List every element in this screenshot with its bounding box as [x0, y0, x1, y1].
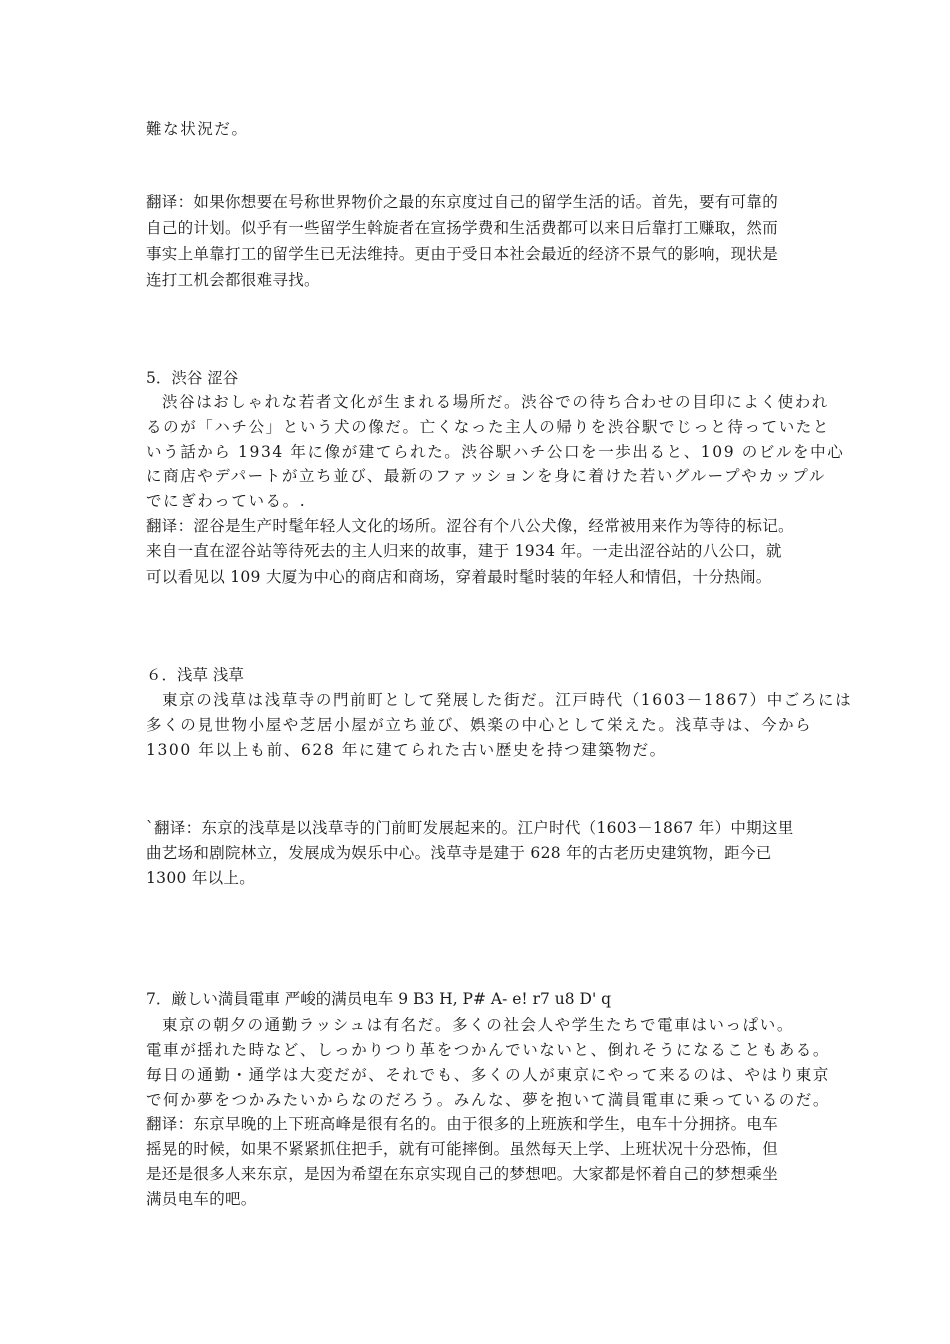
section-7-japanese-line: 東京の朝夕の通勤ラッシュは有名だ。多くの社会人や学生たちで電車はいっぱい。	[162, 1016, 794, 1034]
section-7-translation-line: 满员电车的吧。	[146, 1190, 257, 1208]
section-5-heading: 5．渋谷 涩谷	[146, 369, 239, 387]
section-6-heading: ６．浅草 浅草	[146, 666, 244, 684]
section-6-translation-line: 1300 年以上。	[146, 869, 256, 887]
section-5-japanese-line: るのが「ハチ公」という犬の像だ。亡くなった主人の帰りを渋谷駅でじっと待っていたと	[146, 418, 831, 436]
section-5-translation-line: 可以看见以 109 大厦为中心的商店和商场，穿着最时髦时装的年轻人和情侣，十分热闹。	[146, 568, 772, 586]
section-5-japanese-line: でにぎわっている。.	[146, 492, 307, 510]
section-7-translation-line: 摇晃的时候，如果不紧紧抓住把手，就有可能摔倒。虽然每天上学、上班状况十分恐怖，但	[146, 1140, 779, 1158]
section-5-translation-line: 翻译：涩谷是生产时髦年轻人文化的场所。涩谷有个八公犬像，经常被用来作为等待的标记。	[146, 517, 794, 535]
section-5-japanese-line: 渋谷はおしゃれな若者文化が生まれる場所だ。渋谷での待ち合わせの目印によく使われ	[162, 393, 829, 411]
section-5-japanese-line: に商店やデパートが立ち並び、最新のファッションを身に着けた若いグループやカップル	[146, 467, 826, 485]
translation-1-line: 自己的计划。似乎有一些留学生斡旋者在宣扬学费和生活费都可以来日后靠打工赚取，然而	[146, 219, 779, 237]
intro-tail-line: 難な状況だ。	[146, 120, 249, 138]
section-6-japanese-line: 多くの見世物小屋や芝居小屋が立ち並び、娯楽の中心として栄えた。浅草寺は、今から	[146, 716, 813, 734]
section-6-translation-line: `翻译：东京的浅草是以浅草寺的门前町发展起来的。江户时代（1603－1867 年）中期这里	[146, 819, 794, 837]
section-7-heading: 7．厳しい満員電車 严峻的满员电车 9 B3 H, P# A- e! r7 u8 D' q	[146, 990, 612, 1008]
section-6-japanese-line: 1300 年以上も前、628 年に建てられた古い歴史を持つ建築物だ。	[146, 741, 667, 759]
translation-1-line: 事实上单靠打工的留学生已无法维持。更由于受日本社会最近的经济不景气的影响，现状是	[146, 245, 779, 263]
section-7-japanese-line: 電車が揺れた時など、しっかりつり革をつかんでいないと、倒れそうになることもある。	[146, 1041, 831, 1059]
translation-1-line: 连打工机会都很难寻找。	[146, 271, 320, 289]
section-7-japanese-line: で何か夢をつかみたいからなのだろう。みんな、夢を抱いて満員電車に乗っているのだ。	[146, 1091, 831, 1109]
section-6-translation-line: 曲艺场和剧院林立，发展成为娱乐中心。浅草寺是建于 628 年的古老历史建筑物，距今已	[146, 844, 772, 862]
section-7-japanese-line: 毎日の通勤・通学は大変だが、それでも、多くの人が東京にやって来るのは、やはり東京	[146, 1066, 831, 1084]
translation-1-line: 翻译：如果你想要在号称世界物价之最的东京度过自己的留学生活的话。首先，要有可靠的	[146, 193, 779, 211]
section-6-japanese-line: 東京の浅草は浅草寺の門前町として発展した街だ。江戸時代（1603－1867）中ごろには	[162, 691, 853, 709]
section-7-translation-line: 是还是很多人来东京，是因为希望在东京实现自己的梦想吧。大家都是怀着自己的梦想乘坐	[146, 1165, 779, 1183]
section-5-japanese-line: いう話から 1934 年に像が建てられた。渋谷駅ハチ公口を一歩出ると、109 のビルを中心	[146, 443, 845, 461]
section-5-translation-line: 来自一直在涩谷站等待死去的主人归来的故事，建于 1934 年。一走出涩谷站的八公口，就	[146, 542, 782, 560]
section-7-translation-line: 翻译：东京早晚的上下班高峰是很有名的。由于很多的上班族和学生，电车十分拥挤。电车	[146, 1115, 779, 1133]
